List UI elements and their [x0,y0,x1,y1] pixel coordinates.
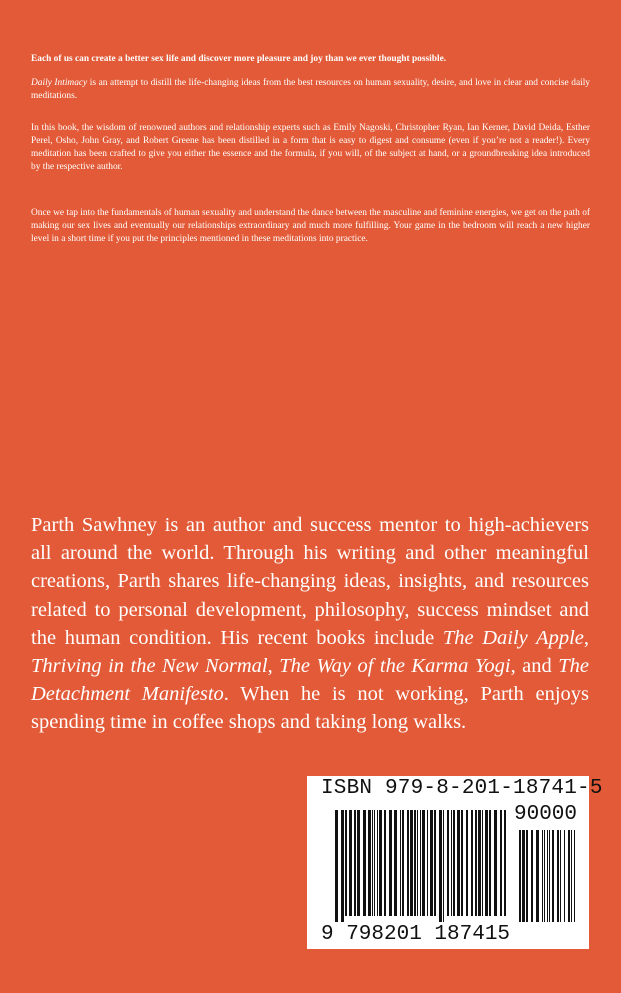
barcode-bar [547,830,548,922]
barcode-bar [475,810,477,916]
barcode-bar [341,810,344,922]
blurb-lead-text: Each of us can create a better sex life and discover more pleasure and joy than we ever thought possible. [31,54,447,64]
barcode-bar [439,810,442,922]
barcode-bar [443,810,444,922]
barcode-bar [357,810,360,916]
barcode-bar [377,810,378,916]
barcode-bar [417,810,418,916]
barcode-bar [407,810,409,916]
barcode-bar [557,830,559,922]
blurb-wisdom: In this book, the wisdom of renowned authors and relationship experts such as Emily Nagoski, Christopher Ryan, Ian Kerner, David Deida, Esther Perel, Osho, John Gray, and Robert Greene has been distilled in a form that is easy to digest and consume (even if you’re not a reader!). Every meditation has been crafted to give you either the essence and the formula, if you will, of the subject at hand, or a groundbreaking idea introduced by the respective author. [31,123,590,172]
barcode-bar [389,810,392,916]
blurb-intro [31,77,590,103]
author-bio-text-2: . When he is not working, Parth enjoys spending time in coffee shops and taking long walks. [31,683,589,734]
isbn-barcode [307,776,603,949]
barcode-bar [372,810,373,916]
barcode-bar [461,810,463,916]
price-code: 90000 [513,803,577,826]
barcode-bar [427,810,428,916]
barcode-bar [354,810,356,916]
barcode-digits: 9 798201 187415 [321,923,511,946]
book-title-thriving: Thriving in the New Normal [31,655,268,678]
barcode-bar [447,810,449,916]
barcode-bar [574,830,575,922]
barcode-bar [571,830,572,922]
barcode-bar [420,810,421,916]
barcode-bar [453,810,455,916]
barcode-bar [564,830,565,922]
barcode-bar [400,810,401,916]
bio-separator: , and [510,655,559,678]
barcode-bar [560,830,561,922]
barcode-bar [542,830,543,922]
book-title-detachment: The Detachment Manifesto [31,655,589,706]
barcode-bar [402,810,404,916]
barcode-bar [394,810,397,916]
author-bio [31,511,589,737]
barcode-bar [374,810,375,916]
barcode-bar [379,810,382,916]
barcode-bar [363,810,366,916]
barcode-bar [434,810,436,916]
barcode-bar [422,810,425,916]
barcode-bar [335,810,338,922]
barcode-bar [471,810,473,916]
barcode-bar [549,830,550,922]
barcode-bar [544,830,545,922]
isbn-label: ISBN 979-8-201-18741-5 [321,777,603,800]
barcode-bar [482,810,483,916]
barcode-bar [345,810,347,916]
barcode-bar [531,830,533,922]
barcode-bar [414,810,416,916]
barcode-bar [504,810,506,916]
barcode-bar [457,810,460,916]
barcode-bar [466,810,468,916]
barcode-bar [349,810,352,916]
barcode-bar [478,810,481,916]
barcode-bar [526,830,528,922]
barcode-bar [568,830,570,922]
barcode-bar [368,810,371,916]
barcode-bar [522,830,525,922]
blurb-lead [31,53,590,66]
bio-separator: , [267,655,280,678]
barcode-bar [410,810,413,916]
barcode-bar [494,810,497,916]
barcode-bar [552,830,554,922]
barcode-bar [430,810,433,916]
book-title-karma-yogi: The Way of the Karma Yogi [279,655,511,678]
barcode-bar [384,810,386,916]
blurb-fundamentals: Once we tap into the fundamentals of human sexuality and understand the dance between the masculine and feminine energies, we get on the path of making our sex lives and eventually our relationships extraordinary and much more fulfilling. Your game in the bedroom will reach a new higher level in a short time if you put the principles mentioned in these meditations into practice. [31,208,590,244]
author-bio-text-1: Parth Sawhney is an author and success mentor to high-achievers all around the world. Through his writing and other meaningful creations, Parth shares life-changing ideas, insights, and resources related to personal development, philosophy, success mindset and the human condition. His recent books include [31,514,589,649]
book-title-daily-apple: The Daily Apple [442,626,584,649]
barcode-bar [485,810,488,916]
bio-separator: , [583,626,589,649]
barcode-bar [489,810,491,916]
barcode-bar [536,830,539,922]
barcode-bar [500,810,502,916]
blurb-intro-text: is an attempt to distill the life-changing ideas from the best resources on human sexuality, desire, and love in clear and concise daily meditations. [31,78,590,101]
book-title: Daily Intimacy [31,78,88,88]
barcode-bar [451,810,452,916]
barcode-bar [519,830,521,922]
